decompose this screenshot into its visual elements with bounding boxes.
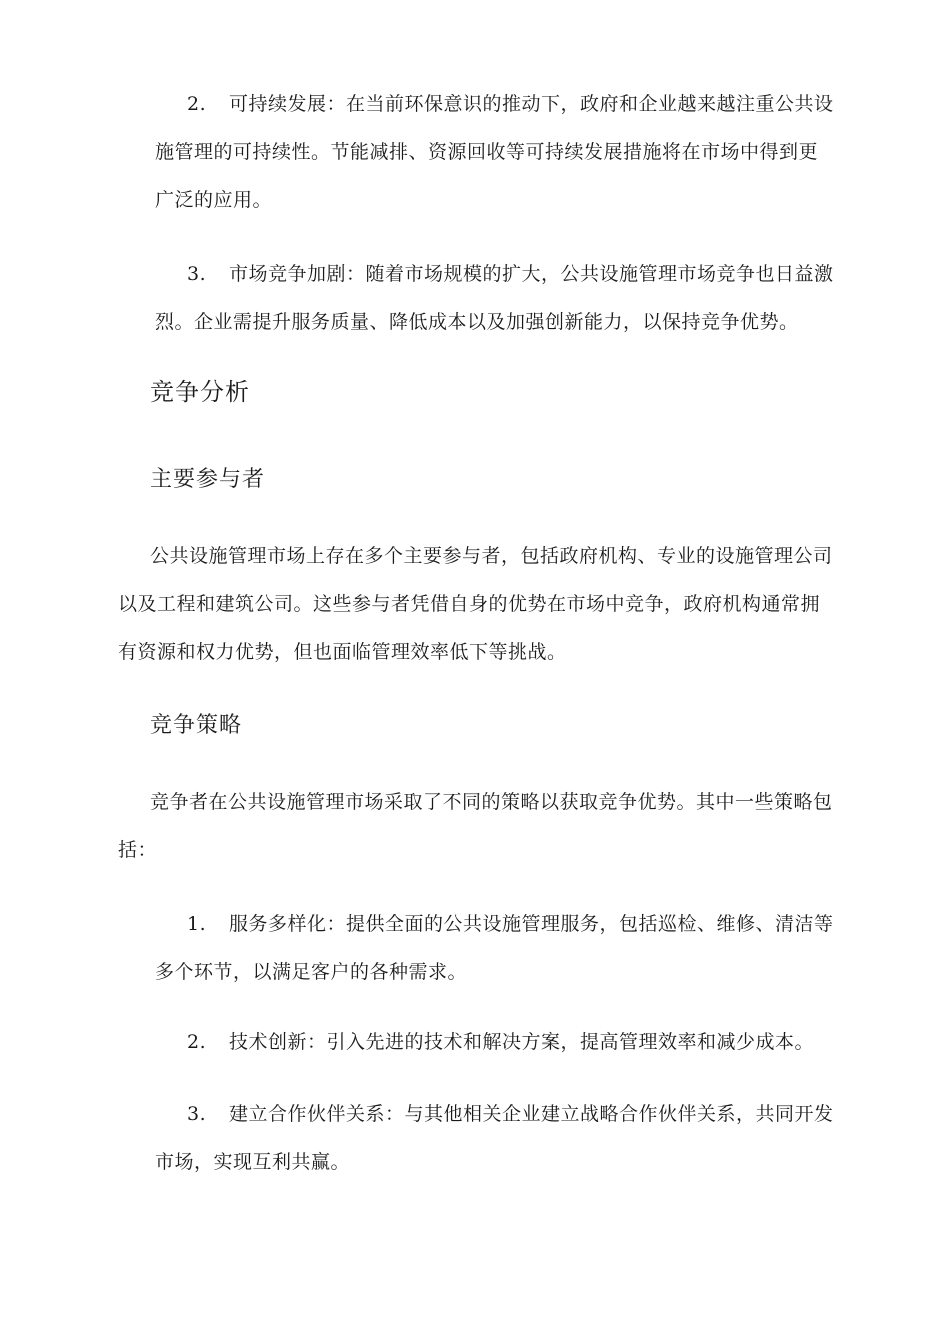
list-number: 3. <box>187 263 207 285</box>
list-text: 建立合作伙伴关系：与其他相关企业建立战略合作伙伴关系，共同开发市场，实现互利共赢。 <box>155 1103 834 1173</box>
list-number: 1. <box>187 913 207 935</box>
list-item <box>155 80 835 224</box>
list-number: 3. <box>187 1103 207 1125</box>
subsection-heading: 主要参与者 <box>150 467 266 492</box>
list-text: 可持续发展：在当前环保意识的推动下，政府和企业越来越注重公共设施管理的可持续性。节能减排、资源回收等可持续发展措施将在市场中得到更广泛的应用。 <box>155 93 834 211</box>
list-text: 市场竞争加剧：随着市场规模的扩大，公共设施管理市场竞争也日益激烈。企业需提升服务质量、降低成本以及加强创新能力，以保持竞争优势。 <box>155 263 834 333</box>
paragraph: 公共设施管理市场上存在多个主要参与者，包括政府机构、专业的设施管理公司以及工程和建筑公司。这些参与者凭借自身的优势在市场中竞争，政府机构通常拥有资源和权力优势，但也面临管理效率低下等挑战。 <box>118 545 833 663</box>
list-item <box>155 250 835 346</box>
list-number: 2. <box>187 93 207 115</box>
section-heading: 竞争分析 <box>150 378 250 406</box>
list-text: 技术创新：引入先进的技术和解决方案，提高管理效率和减少成本。 <box>229 1031 815 1053</box>
list-item <box>155 900 835 996</box>
subsection-heading: 竞争策略 <box>150 713 243 738</box>
list-text: 服务多样化：提供全面的公共设施管理服务，包括巡检、维修、清洁等多个环节，以满足客户的各种需求。 <box>155 913 834 983</box>
list-item <box>155 1090 835 1186</box>
list-number: 2. <box>187 1031 207 1053</box>
paragraph: 竞争者在公共设施管理市场采取了不同的策略以获取竞争优势。其中一些策略包括： <box>118 791 833 861</box>
list-item <box>155 1018 835 1066</box>
